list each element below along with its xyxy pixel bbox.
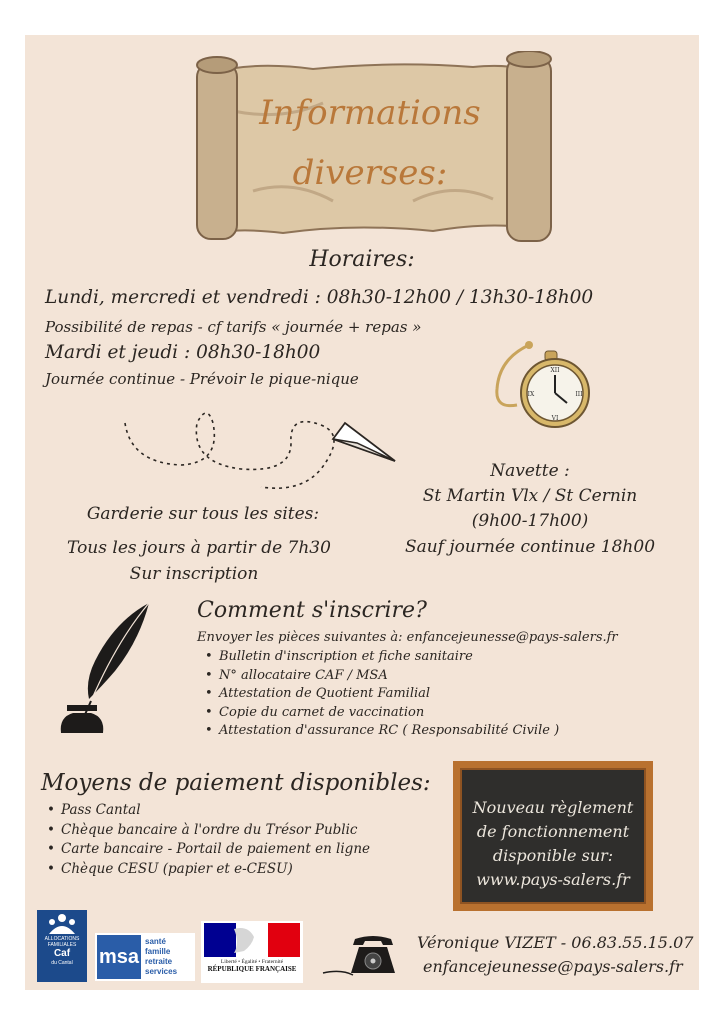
navette-line-1: St Martin Vlx / St Cernin xyxy=(422,486,638,506)
garderie-line-2: Sur inscription xyxy=(129,564,259,584)
parchment-scroll xyxy=(193,51,555,247)
garderie-title: Garderie sur tous les sites: xyxy=(86,504,320,524)
navette-line-2: (9h00-17h00) xyxy=(471,511,589,531)
chalkboard-line-3: disponible sur: xyxy=(492,846,614,865)
marianne-icon xyxy=(204,923,300,957)
list-item: • Chèque CESU (papier et e-CESU) xyxy=(45,860,370,880)
horaires-line-3: Mardi et jeudi : 08h30-18h00 xyxy=(45,342,321,363)
republique-francaise-logo: Liberté • Égalité • Fraternité RÉPUBLIQUE FRANÇAISE xyxy=(201,921,303,983)
list-item: • Attestation d'assurance RC ( Responsabilité Civile ) xyxy=(203,722,559,741)
quill-inkwell-icon xyxy=(55,601,155,735)
caf-logo: ALLOCATIONS FAMILIALES Caf du Cantal xyxy=(37,910,87,982)
svg-text:XII: XII xyxy=(550,367,560,374)
inscription-intro: Envoyer les pièces suivantes à: enfancejeunesse@pays-salers.fr xyxy=(197,630,618,645)
msa-logo: msa santé famille retraite services xyxy=(95,933,195,981)
list-item: • Chèque bancaire à l'ordre du Trésor Public xyxy=(45,821,370,841)
horaires-line-4: Journée continue - Prévoir le pique-nique xyxy=(45,370,359,388)
navette-title: Navette : xyxy=(490,461,570,481)
telephone-icon xyxy=(321,933,405,979)
navette-line-3: Sauf journée continue 18h00 xyxy=(404,537,656,557)
family-logo-icon xyxy=(37,910,87,936)
contact-email: enfancejeunesse@pays-salers.fr xyxy=(423,957,683,976)
garderie-line-1: Tous les jours à partir de 7h30 xyxy=(67,538,331,558)
list-item: • N° allocataire CAF / MSA xyxy=(203,667,559,686)
paiement-list xyxy=(45,801,370,879)
svg-text:IX: IX xyxy=(527,391,535,398)
svg-text:III: III xyxy=(575,391,583,398)
svg-text:VI: VI xyxy=(551,415,559,422)
list-item: • Pass Cantal xyxy=(45,801,370,821)
contact-name-phone: Véronique VIZET - 06.83.55.15.07 xyxy=(417,933,694,952)
chalkboard-line-4: www.pays-salers.fr xyxy=(476,870,630,889)
chalkboard-line-1: Nouveau règlement xyxy=(472,798,634,817)
list-item: • Attestation de Quotient Familial xyxy=(203,685,559,704)
horaires-line-1: Lundi, mercredi et vendredi : 08h30-12h00 / 13h30-18h00 xyxy=(45,287,594,308)
chalkboard-line-2: de fonctionnement xyxy=(476,822,630,841)
list-item: • Carte bancaire - Portail de paiement en ligne xyxy=(45,840,370,860)
chalkboard xyxy=(453,761,653,911)
paper-plane-icon xyxy=(331,417,397,467)
inscription-heading: Comment s'inscrire? xyxy=(197,598,427,623)
paiement-heading: Moyens de paiement disponibles: xyxy=(41,770,431,796)
poster xyxy=(25,35,699,990)
title-line-2: diverses: xyxy=(292,153,448,193)
horaires-heading: Horaires: xyxy=(309,247,415,272)
list-item: • Copie du carnet de vaccination xyxy=(203,704,559,723)
title-line-1: Informations xyxy=(259,93,481,133)
horaires-line-2: Possibilité de repas - cf tarifs « journée + repas » xyxy=(45,318,422,336)
inscription-list xyxy=(203,648,559,741)
list-item: • Bulletin d'inscription et fiche sanitaire xyxy=(203,648,559,667)
pocket-watch-icon xyxy=(493,339,597,435)
